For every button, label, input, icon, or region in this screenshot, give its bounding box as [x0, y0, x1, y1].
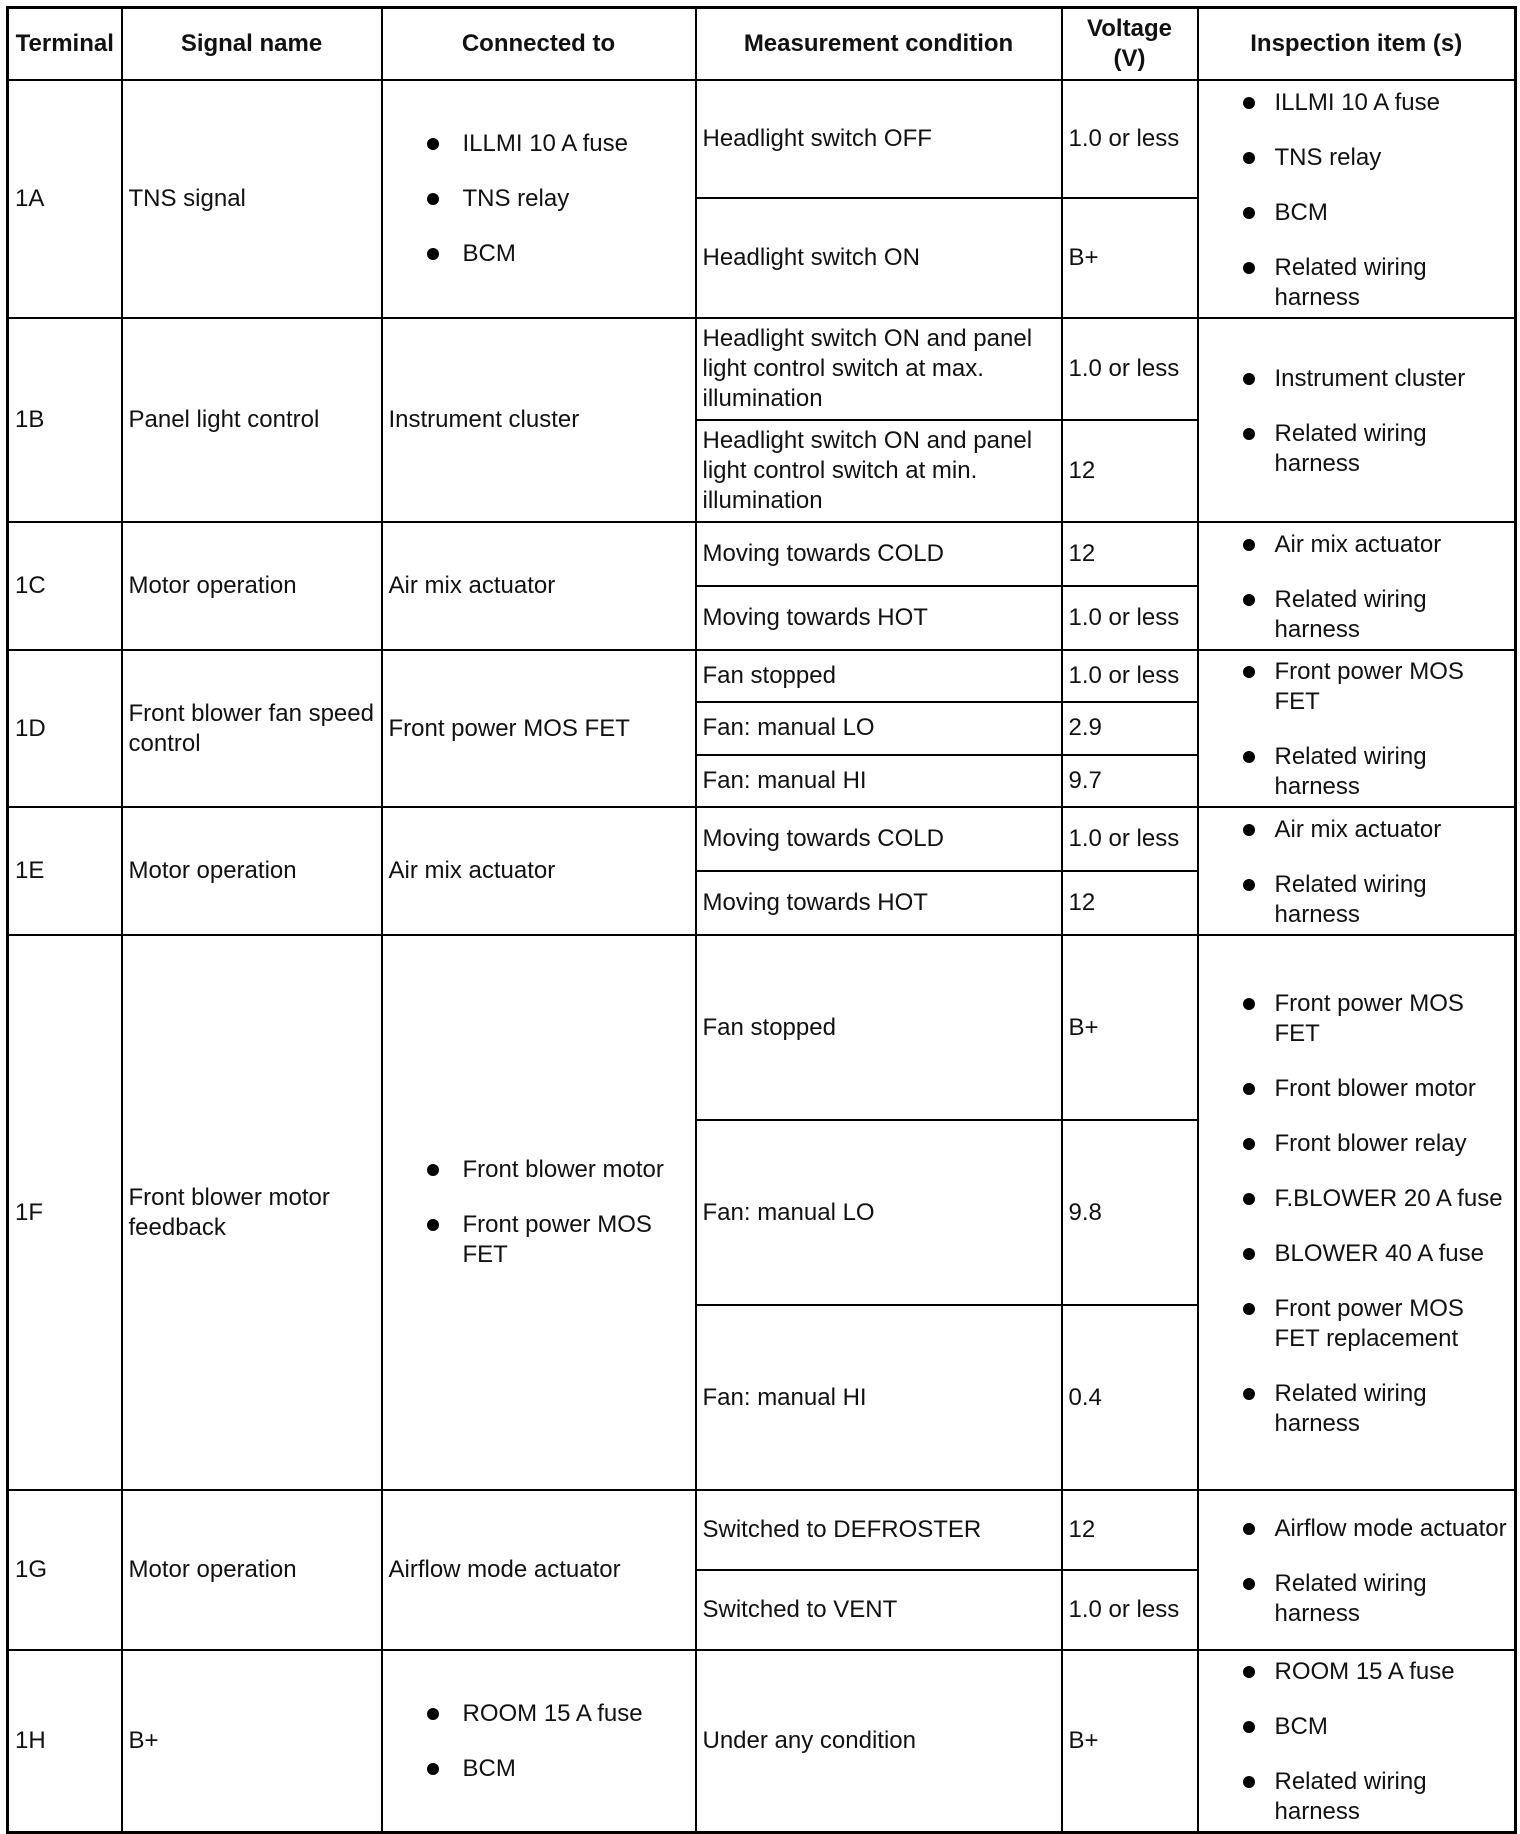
measurement-condition-cell: Fan: manual HI	[696, 755, 1062, 807]
list-item: Front power MOS FET	[1243, 657, 1511, 717]
voltage-cell: 1.0 or less	[1062, 586, 1198, 650]
voltage-cell: 1.0 or less	[1062, 650, 1198, 702]
voltage-cell: 1.0 or less	[1062, 80, 1198, 198]
terminal-cell: 1A	[8, 80, 122, 318]
voltage-cell: B+	[1062, 935, 1198, 1120]
measurement-condition-cell: Headlight switch ON	[696, 198, 1062, 318]
list-item: Front power MOS FET	[1243, 989, 1511, 1049]
inspection-items-cell	[1198, 650, 1516, 807]
list-item: F.BLOWER 20 A fuse	[1243, 1184, 1511, 1214]
list-item: TNS relay	[1243, 143, 1511, 173]
measurement-condition-cell: Fan: manual LO	[696, 702, 1062, 754]
voltage-cell: 12	[1062, 871, 1198, 935]
inspection-items-cell	[1198, 1490, 1516, 1650]
list-item: Air mix actuator	[1243, 815, 1511, 845]
table-row	[8, 1650, 1516, 1833]
voltage-cell: B+	[1062, 198, 1198, 318]
signal-name-cell: Motor operation	[122, 522, 382, 650]
list-item: Related wiring harness	[1243, 1569, 1511, 1629]
connected-to-cell	[382, 1650, 696, 1833]
list-item: Related wiring harness	[1243, 253, 1511, 313]
measurement-condition-cell: Moving towards HOT	[696, 871, 1062, 935]
table-row	[8, 1490, 1516, 1570]
list-item: Related wiring harness	[1243, 1379, 1511, 1439]
voltage-cell: 12	[1062, 522, 1198, 586]
measurement-condition-cell: Under any condition	[696, 1650, 1062, 1833]
list-item: Air mix actuator	[1243, 530, 1511, 560]
terminal-inspection-table	[6, 6, 1517, 1834]
terminal-cell: 1E	[8, 807, 122, 935]
header-voltage: Voltage (V)	[1062, 8, 1198, 81]
terminal-cell: 1B	[8, 318, 122, 522]
list-item: Airflow mode actuator	[1243, 1514, 1511, 1544]
connected-to-cell: Air mix actuator	[382, 807, 696, 935]
list-item: BCM	[423, 1754, 689, 1784]
list-item: TNS relay	[423, 184, 689, 214]
header-terminal: Terminal	[8, 8, 122, 81]
signal-name-cell: Motor operation	[122, 807, 382, 935]
list-item: BCM	[423, 239, 689, 269]
measurement-condition-cell: Fan stopped	[696, 935, 1062, 1120]
list-item: ROOM 15 A fuse	[1243, 1657, 1511, 1687]
list-item: Instrument cluster	[1243, 364, 1511, 394]
header-row	[8, 8, 1516, 81]
voltage-cell: 2.9	[1062, 702, 1198, 754]
header-measurement-condition: Measurement condition	[696, 8, 1062, 81]
measurement-condition-cell: Moving towards COLD	[696, 807, 1062, 871]
list-item: Related wiring harness	[1243, 419, 1511, 479]
list-item: Front blower motor	[1243, 1074, 1511, 1104]
inspection-items-cell	[1198, 318, 1516, 522]
inspection-items-cell	[1198, 935, 1516, 1490]
list-item: Related wiring harness	[1243, 585, 1511, 645]
list-item: Front power MOS FET	[423, 1210, 689, 1270]
signal-name-cell: TNS signal	[122, 80, 382, 318]
list-item: BCM	[1243, 198, 1511, 228]
signal-name-cell: Motor operation	[122, 1490, 382, 1650]
list-item: ROOM 15 A fuse	[423, 1699, 689, 1729]
inspection-items-cell	[1198, 1650, 1516, 1833]
inspection-items-cell	[1198, 80, 1516, 318]
measurement-condition-cell: Moving towards COLD	[696, 522, 1062, 586]
measurement-condition-cell: Headlight switch ON and panel light control switch at max. illumination	[696, 318, 1062, 420]
connected-to-cell	[382, 935, 696, 1490]
voltage-cell: 9.7	[1062, 755, 1198, 807]
voltage-cell: 0.4	[1062, 1305, 1198, 1490]
inspection-items-cell	[1198, 807, 1516, 935]
signal-name-cell: B+	[122, 1650, 382, 1833]
terminal-cell: 1G	[8, 1490, 122, 1650]
table-row	[8, 318, 1516, 420]
measurement-condition-cell: Switched to DEFROSTER	[696, 1490, 1062, 1570]
measurement-condition-cell: Fan: manual HI	[696, 1305, 1062, 1490]
voltage-cell: B+	[1062, 1650, 1198, 1833]
list-item: Front blower motor	[423, 1155, 689, 1185]
measurement-condition-cell: Fan stopped	[696, 650, 1062, 702]
signal-name-cell: Front blower motor feedback	[122, 935, 382, 1490]
list-item: BCM	[1243, 1712, 1511, 1742]
list-item: Front power MOS FET replacement	[1243, 1294, 1511, 1354]
table-row	[8, 935, 1516, 1120]
header-inspection-items: Inspection item (s)	[1198, 8, 1516, 81]
table-row	[8, 522, 1516, 586]
signal-name-cell: Front blower fan speed control	[122, 650, 382, 807]
measurement-condition-cell: Headlight switch OFF	[696, 80, 1062, 198]
voltage-cell: 1.0 or less	[1062, 1570, 1198, 1650]
table-row	[8, 650, 1516, 702]
signal-name-cell: Panel light control	[122, 318, 382, 522]
terminal-cell: 1F	[8, 935, 122, 1490]
list-item: ILLMI 10 A fuse	[423, 129, 689, 159]
connected-to-cell: Front power MOS FET	[382, 650, 696, 807]
list-item: ILLMI 10 A fuse	[1243, 88, 1511, 118]
terminal-cell: 1D	[8, 650, 122, 807]
voltage-cell: 12	[1062, 420, 1198, 522]
connected-to-cell: Airflow mode actuator	[382, 1490, 696, 1650]
connected-to-cell: Instrument cluster	[382, 318, 696, 522]
connected-to-cell: Air mix actuator	[382, 522, 696, 650]
list-item: Related wiring harness	[1243, 1767, 1511, 1827]
measurement-condition-cell: Fan: manual LO	[696, 1120, 1062, 1305]
voltage-cell: 1.0 or less	[1062, 318, 1198, 420]
measurement-condition-cell: Switched to VENT	[696, 1570, 1062, 1650]
terminal-cell: 1C	[8, 522, 122, 650]
list-item: Front blower relay	[1243, 1129, 1511, 1159]
measurement-condition-cell: Moving towards HOT	[696, 586, 1062, 650]
terminal-cell: 1H	[8, 1650, 122, 1833]
connected-to-cell	[382, 80, 696, 318]
table-row	[8, 807, 1516, 871]
table-row	[8, 80, 1516, 198]
voltage-cell: 12	[1062, 1490, 1198, 1570]
inspection-table-container	[6, 6, 1514, 1834]
list-item: BLOWER 40 A fuse	[1243, 1239, 1511, 1269]
list-item: Related wiring harness	[1243, 870, 1511, 930]
header-signal-name: Signal name	[122, 8, 382, 81]
list-item: Related wiring harness	[1243, 742, 1511, 802]
inspection-items-cell	[1198, 522, 1516, 650]
voltage-cell: 9.8	[1062, 1120, 1198, 1305]
header-connected-to: Connected to	[382, 8, 696, 81]
voltage-cell: 1.0 or less	[1062, 807, 1198, 871]
measurement-condition-cell: Headlight switch ON and panel light control switch at min. illumination	[696, 420, 1062, 522]
